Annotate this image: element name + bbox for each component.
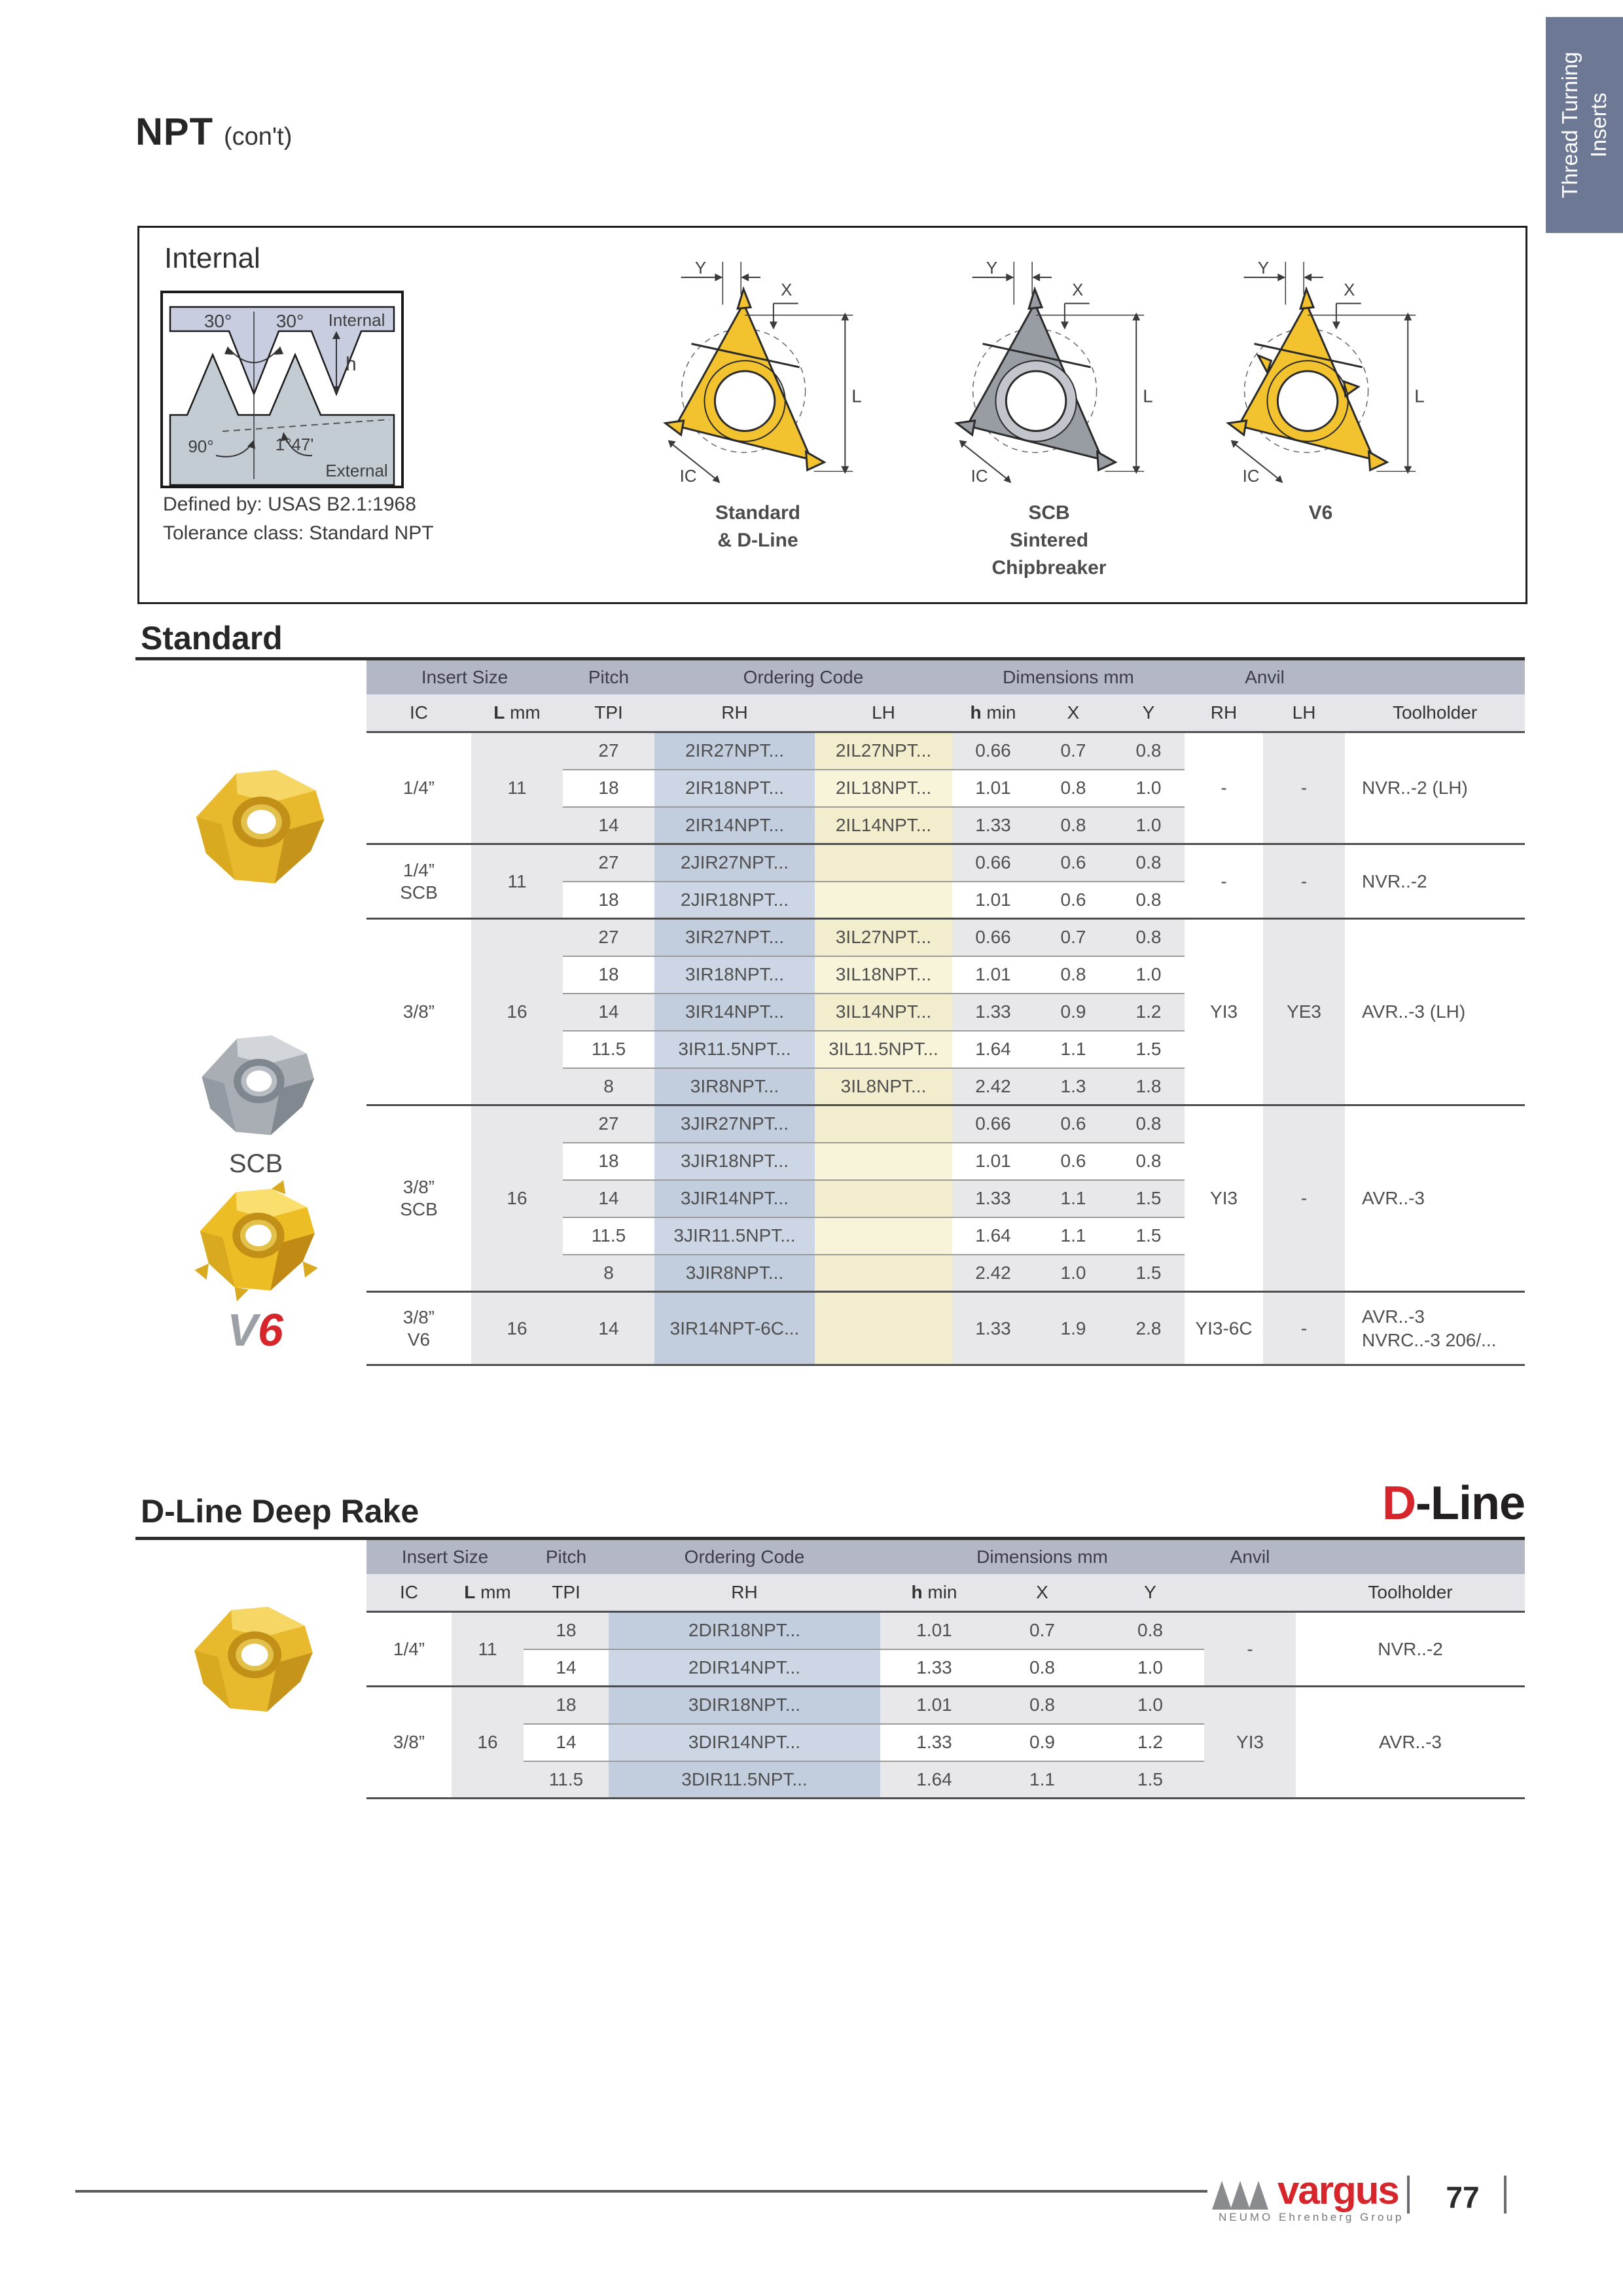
defined-by-text: Defined by: USAS B2.1:1968 (163, 493, 416, 515)
table-row: 14 3IR14NPT... 3IL14NPT... 1.33 0.9 1.2 (366, 994, 1525, 1031)
table-row: 18 3JIR18NPT... 1.01 0.6 0.8 (366, 1143, 1525, 1180)
insert-drawing-standard (645, 253, 871, 493)
table-row: 1/4” 11 18 2DIR18NPT... 1.01 0.7 0.8 - NVR..-2 (366, 1612, 1525, 1649)
page-number: 77 (1446, 2180, 1480, 2214)
table-row: 3/8” 16 27 3IR27NPT... 3IL27NPT... 0.66 0.7 0.8 YI3 YE3 AVR..-3 (LH) (366, 919, 1525, 956)
group-threeeighths-v6 (366, 1292, 1525, 1365)
page-title-main: NPT (135, 111, 213, 153)
svg-text:h: h (346, 353, 357, 375)
svg-text:Y: Y (1257, 259, 1269, 278)
table-row: 14 3DIR14NPT... 1.33 0.9 1.2 (366, 1724, 1525, 1761)
footer-divider-left (1407, 2176, 1410, 2214)
thread-turning-inserts-tab (1546, 17, 1623, 233)
dline-group-quarter (366, 1612, 1525, 1687)
table-row: 11.5 3IR11.5NPT... 3IL11.5NPT... 1.64 1.1 1.5 (366, 1031, 1525, 1068)
caption-scb-3: Chipbreaker (991, 557, 1107, 579)
table-row: 3/8” 16 18 3DIR18NPT... 1.01 0.8 1.0 YI3 AVR..-3 (366, 1687, 1525, 1724)
band-dimensions: Dimensions mm (880, 1540, 1204, 1574)
table-row: 3/8” SCB 16 27 3JIR27NPT... 0.66 0.6 0.8 YI3 - AVR..-3 (366, 1105, 1525, 1143)
band-toolholder-spacer (1345, 660, 1525, 694)
svg-text:L: L (1142, 386, 1153, 406)
svg-text:IC: IC (971, 467, 988, 486)
col-toolholder: Toolholder (1296, 1574, 1525, 1612)
table-row: 8 3JIR8NPT... 2.42 1.0 1.5 (366, 1255, 1525, 1292)
svg-text:External: External (325, 461, 388, 480)
tab-line2: Inserts (1586, 92, 1611, 158)
dline-section-title: D-Line Deep Rake (141, 1493, 419, 1530)
svg-text:L: L (1414, 386, 1425, 406)
caption-scb-1: SCB (1028, 502, 1070, 524)
svg-text:X: X (780, 281, 792, 300)
tolerance-text: Tolerance class: Standard NPT (163, 522, 434, 544)
group-threeeighths (366, 919, 1525, 1105)
svg-text:Y: Y (694, 259, 706, 278)
standard-table (366, 660, 1525, 1366)
band-dimensions: Dimensions mm (952, 660, 1185, 694)
standard-dline-insert-diagram (640, 253, 876, 554)
col-y: Y (1096, 1574, 1204, 1612)
footer-rule (75, 2190, 1207, 2193)
col-lmm: L mm (452, 1574, 524, 1612)
page-title-cont: (con't) (224, 123, 293, 151)
svg-text:90°: 90° (188, 437, 214, 456)
footer-divider-right (1504, 2176, 1507, 2214)
dline-logo-d: D (1382, 1477, 1416, 1530)
band-insert-size: Insert Size (366, 660, 563, 694)
insert-drawing-scb (936, 253, 1162, 493)
dline-insert-photo (171, 1596, 331, 1724)
scb-photo-caption: SCB (228, 1149, 283, 1178)
col-tpi: TPI (524, 1574, 609, 1612)
svg-text:1°47': 1°47' (275, 435, 314, 454)
dline-group-threeeighths (366, 1687, 1525, 1799)
band-pitch: Pitch (563, 660, 654, 694)
dline-logo-rest: -Line (1416, 1477, 1525, 1530)
vargus-logo-text: vargus (1277, 2168, 1399, 2212)
col-tpi: TPI (563, 694, 654, 732)
col-rh: RH (654, 694, 815, 732)
insert-drawing-v6 (1208, 253, 1434, 493)
band-anvil: Anvil (1185, 660, 1345, 694)
dline-subheader (366, 1574, 1525, 1612)
table-row: 18 2IR18NPT... 2IL18NPT... 1.01 0.8 1.0 (366, 770, 1525, 807)
band-anvil: Anvil (1204, 1540, 1296, 1574)
svg-text:IC: IC (1242, 467, 1259, 486)
internal-title: Internal (164, 242, 260, 274)
internal-section-box (137, 226, 1527, 604)
table-row: 14 3JIR14NPT... 1.33 1.1 1.5 (366, 1180, 1525, 1217)
group-threeeighths-scb (366, 1105, 1525, 1292)
table-row: 11.5 3DIR11.5NPT... 1.64 1.1 1.5 (366, 1761, 1525, 1799)
v6-logo-6: 6 (257, 1304, 283, 1355)
svg-text:X: X (1071, 281, 1083, 300)
group-quarter (366, 732, 1525, 844)
standard-subheader (366, 694, 1525, 732)
svg-text:X: X (1343, 281, 1355, 300)
vargus-logo-triangles (1212, 2177, 1275, 2210)
col-anvil-spacer (1204, 1574, 1296, 1612)
dline-header-band (366, 1540, 1525, 1574)
col-x: X (988, 1574, 1096, 1612)
col-hmin: h min (952, 694, 1034, 732)
caption-v6: V6 (1308, 502, 1333, 524)
table-row: 1/4” SCB 11 27 2JIR27NPT... 0.66 0.6 0.8 - - NVR..-2 (366, 844, 1525, 882)
table-row: 3/8” V6 16 14 3IR14NPT-6C... 1.33 1.9 2.8 YI3-6C - AVR..-3 NVRC..-3 206/... (366, 1292, 1525, 1365)
col-ic: IC (366, 1574, 452, 1612)
table-row: 14 2DIR14NPT... 1.33 0.8 1.0 (366, 1649, 1525, 1687)
svg-text:30°: 30° (204, 311, 232, 331)
svg-text:IC: IC (679, 467, 696, 486)
standard-header-band (366, 660, 1525, 694)
v6-insert-diagram (1203, 253, 1438, 527)
table-row: 1/4” 11 27 2IR27NPT... 2IL27NPT... 0.66 0.7 0.8 - - NVR..-2 (LH) (366, 732, 1525, 770)
caption-standard-dline-2: & D-Line (717, 529, 798, 551)
col-y: Y (1113, 694, 1185, 732)
scb-insert-diagram (931, 253, 1167, 582)
table-row: 18 3IR18NPT... 3IL18NPT... 1.01 0.8 1.0 (366, 956, 1525, 994)
caption-standard-dline-1: Standard (715, 502, 801, 524)
group-quarter-scb (366, 844, 1525, 919)
col-anvil-lh: LH (1263, 694, 1345, 732)
table-row: 8 3IR8NPT... 3IL8NPT... 2.42 1.3 1.8 (366, 1068, 1525, 1105)
svg-text:Internal: Internal (328, 310, 385, 330)
svg-text:L: L (851, 386, 862, 406)
table-row: 11.5 3JIR11.5NPT... 1.64 1.1 1.5 (366, 1217, 1525, 1255)
scb-insert-photo (178, 1025, 334, 1147)
col-rh: RH (609, 1574, 880, 1612)
v6-logo-v: V (227, 1304, 258, 1355)
col-toolholder: Toolholder (1345, 694, 1525, 732)
col-hmin: h min (880, 1574, 988, 1612)
band-insert-size: Insert Size (366, 1540, 524, 1574)
caption-scb-2: Sintered (1009, 529, 1089, 551)
standard-insert-photo (175, 758, 340, 897)
col-anvil-rh: RH (1185, 694, 1263, 732)
v6-insert-photo (174, 1178, 336, 1302)
col-x: X (1034, 694, 1113, 732)
band-ordering-code: Ordering Code (654, 660, 952, 694)
band-toolholder-spacer (1296, 1540, 1525, 1574)
col-lh: LH (815, 694, 952, 732)
table-row: 14 2IR14NPT... 2IL14NPT... 1.33 0.8 1.0 (366, 807, 1525, 844)
svg-text:Y: Y (986, 259, 997, 278)
vargus-logo-subtext: NEUMO Ehrenberg Group (1219, 2211, 1404, 2223)
svg-text:30°: 30° (276, 311, 304, 331)
band-pitch: Pitch (524, 1540, 609, 1574)
v6-logo (174, 1304, 336, 1356)
col-ic: IC (366, 694, 471, 732)
table-row: 18 2JIR18NPT... 1.01 0.6 0.8 (366, 882, 1525, 919)
dline-table (366, 1540, 1525, 1799)
band-ordering-code: Ordering Code (609, 1540, 880, 1574)
standard-section-title: Standard (141, 620, 283, 656)
dline-logo (1382, 1477, 1525, 1530)
npt-thread-profile-diagram (160, 291, 404, 488)
page-title (135, 110, 292, 154)
tab-line1: Thread Turning (1558, 52, 1582, 198)
col-lmm: L mm (471, 694, 563, 732)
